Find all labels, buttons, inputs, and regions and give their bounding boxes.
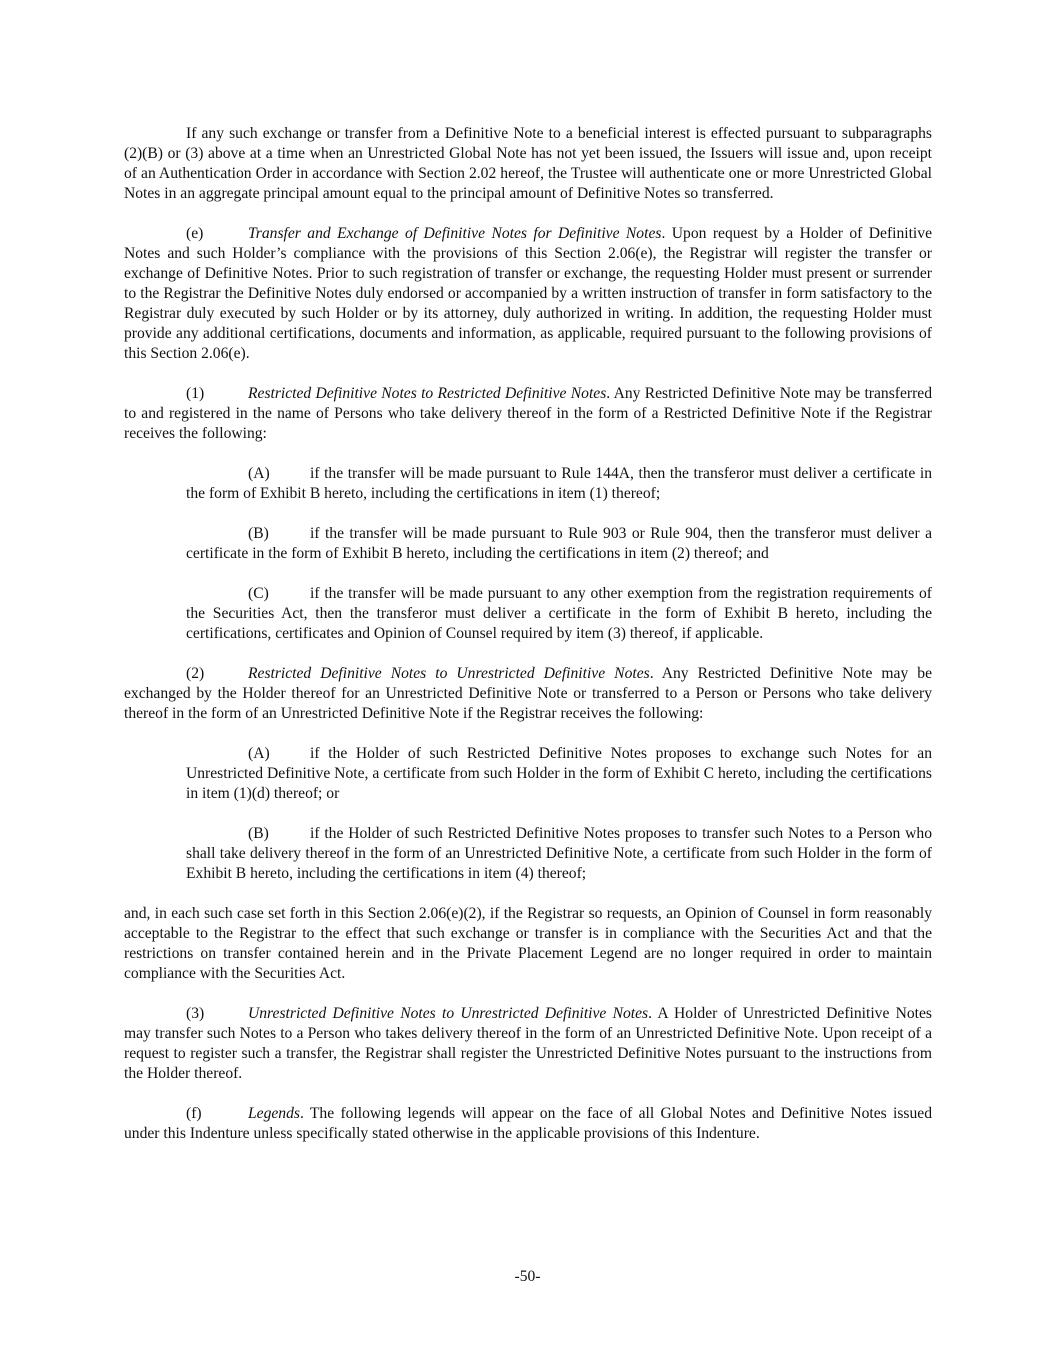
section-f-label: (f) (186, 1105, 202, 1122)
item-text: if the Holder of such Restricted Definitive Notes proposes to transfer such Notes to a Person who shall take delivery thereof in the form of an Unrestricted Definitive Note, a certificate from such Holder in the form of Exhibit B hereto, including the certifications in item (4) thereof; (186, 825, 932, 882)
section-e3-paragraph (124, 1004, 932, 1084)
paragraph-text: If any such exchange or transfer from a Definitive Note to a beneficial interest is effected pursuant to subparagraphs (2)(B) or (3) above at a time when an Unrestricted Global Note has not yet been issued, the Issuers will issue and, upon receipt of an Authentication Order in accordance with Section 2.02 hereof, the Trustee will authenticate one or more Unrestricted Global Notes in an aggregate principal amount equal to the principal amount of Definitive Notes so transferred. (124, 125, 932, 202)
item-label: (B) (248, 825, 269, 842)
document-body (124, 124, 932, 1164)
section-e3-text: . A Holder of Unrestricted Definitive Notes may transfer such Notes to a Person who takes delivery thereof in the form of an Unrestricted Definitive Note. Upon receipt of a request to register such a transfer, the Registrar shall register the Unrestricted Definitive Notes pursuant to the instructions from the Holder thereof. (124, 1005, 932, 1082)
section-e-heading: Transfer and Exchange of Definitive Notes for Definitive Notes (248, 225, 662, 242)
page-number: -50- (514, 1268, 541, 1285)
section-e1-item-b (186, 524, 932, 564)
section-e3-heading: Unrestricted Definitive Notes to Unrestricted Definitive Notes (248, 1005, 649, 1022)
section-e2-heading: Restricted Definitive Notes to Unrestricted Definitive Notes (248, 665, 650, 682)
item-label: (B) (248, 525, 269, 542)
section-e1-text: . Any Restricted Definitive Note may be transferred to and registered in the name of Persons who take delivery thereof in the form of a Restricted Definitive Note if the Registrar receives the following: (124, 385, 933, 442)
section-e1-item-a (186, 464, 932, 504)
paragraph-definitive-to-global (124, 124, 932, 204)
section-e1-label: (1) (186, 385, 205, 402)
section-e2-item-b (186, 824, 932, 884)
section-e1-item-c (186, 584, 932, 644)
item-label: (A) (248, 465, 270, 482)
item-label: (C) (248, 585, 269, 602)
section-e1-paragraph (124, 384, 932, 444)
section-f-text: . The following legends will appear on the face of all Global Notes and Definitive Notes issued under this Indenture unless specifically stated otherwise in the applicable provisions of this Indenture. (124, 1105, 932, 1142)
item-text: if the transfer will be made pursuant to any other exemption from the registration requirements of the Securities Act, then the transferor must deliver a certificate in the form of Exhibit B hereto, including the certifications, certificates and Opinion of Counsel required by item (3) thereof, if applicable. (186, 585, 932, 642)
section-f-heading: Legends (248, 1105, 300, 1122)
section-e2-item-a (186, 744, 932, 804)
section-e-text: . Upon request by a Holder of Definitive Notes and such Holder’s compliance with the provisions of this Section 2.06(e), the Registrar will register the transfer or exchange of Definitive Notes. Prior to such registration of transfer or exchange, the requesting Holder must present or surrender to the Registrar the Definitive Notes duly endorsed or accompanied by a written instruction of transfer in form satisfactory to the Registrar duly executed by such Holder or by its attorney, duly authorized in writing. In addition, the requesting Holder must provide any additional certifications, documents and information, as applicable, required pursuant to the following provisions of this Section 2.06(e). (124, 225, 932, 362)
item-text: if the Holder of such Restricted Definitive Notes proposes to exchange such Notes for an Unrestricted Definitive Note, a certificate from such Holder in the form of Exhibit C hereto, including the certifications in item (1)(d) thereof; or (186, 745, 932, 802)
section-e-paragraph (124, 224, 932, 364)
section-e2-label: (2) (186, 665, 205, 682)
item-label: (A) (248, 745, 270, 762)
section-e2-paragraph (124, 664, 932, 724)
closing-text: and, in each such case set forth in this Section 2.06(e)(2), if the Registrar so requests, an Opinion of Counsel in form reasonably acceptable to the Registrar to the effect that such exchange or transfer is in compliance with the Securities Act and that the restrictions on transfer contained herein and in the Private Placement Legend are no longer required in order to maintain compliance with the Securities Act. (124, 905, 932, 982)
item-text: if the transfer will be made pursuant to Rule 903 or Rule 904, then the transferor must deliver a certificate in the form of Exhibit B hereto, including the certifications in item (2) thereof; and (186, 525, 932, 562)
section-e1-heading: Restricted Definitive Notes to Restricted Definitive Notes (248, 385, 607, 402)
section-e-label: (e) (186, 225, 204, 242)
section-e2-text: . Any Restricted Definitive Note may be exchanged by the Holder thereof for an Unrestricted Definitive Note or transferred to a Person or Persons who take delivery thereof in the form of an Unrestricted Definitive Note if the Registrar receives the following: (124, 665, 932, 722)
section-e3-label: (3) (186, 1005, 205, 1022)
section-e2-closing (124, 904, 932, 984)
section-f-paragraph (124, 1104, 932, 1144)
item-text: if the transfer will be made pursuant to Rule 144A, then the transferor must deliver a certificate in the form of Exhibit B hereto, including the certifications in item (1) thereof; (186, 465, 932, 502)
